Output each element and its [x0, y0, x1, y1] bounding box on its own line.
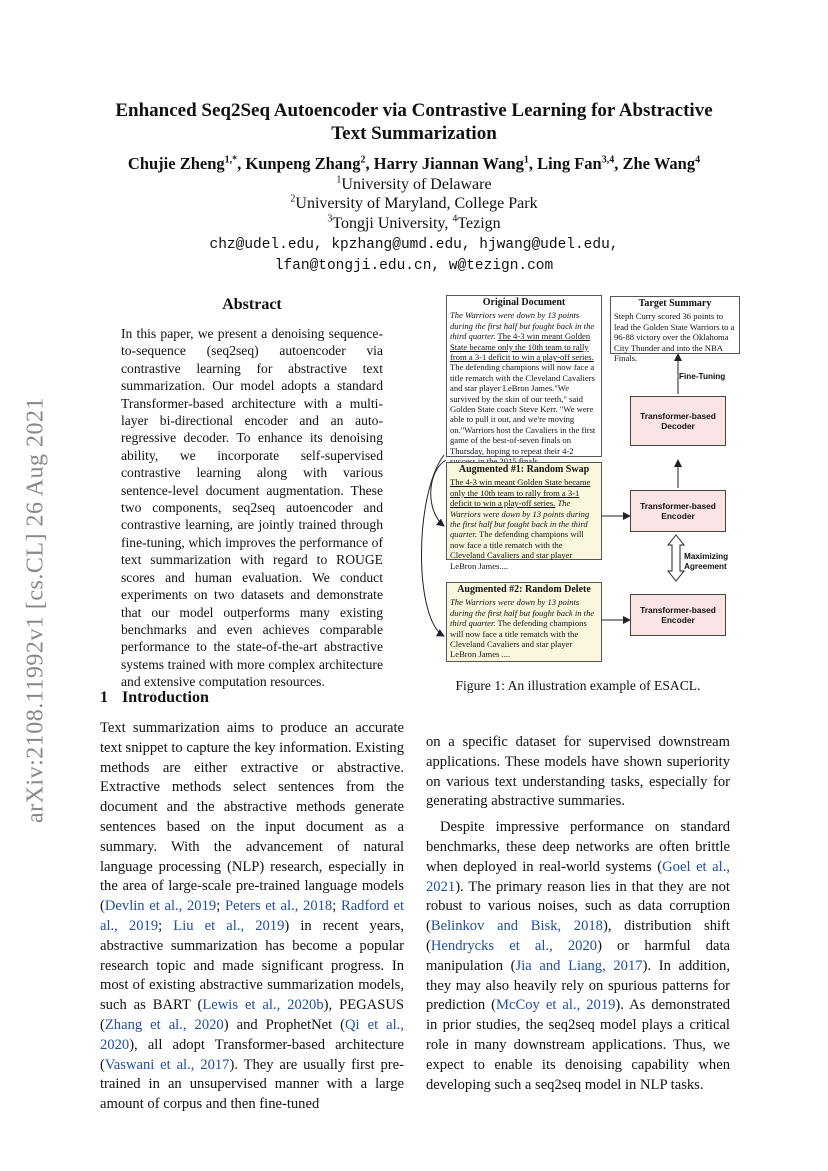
citation-link[interactable]: Lewis et al., 2020b: [202, 997, 324, 1014]
italic-text: The Warriors were down by 13 points during the first half but fought back in the third quarter.: [450, 310, 595, 342]
title-line-1: Enhanced Seq2Seq Autoencoder via Contrastive Learning for Abstractive: [115, 100, 713, 121]
author: Zhe Wang: [622, 154, 696, 173]
affil-text: Tezign: [457, 215, 501, 232]
box-heading: Augmented #1: Random Swap: [458, 464, 590, 475]
citation-link[interactable]: Goel et al., 2021: [426, 858, 730, 895]
citation-link[interactable]: Vaswani et al., 2017: [104, 1056, 230, 1073]
text-run: ). The primary reason lies in that they are not robust to various noises, such as data corruption (: [426, 878, 730, 935]
text-run: ). They are usually first pre-trained in an unsupervised manner with a large amount of corpus and then fine-tuned: [100, 1056, 404, 1113]
maximizing-double-arrow: [668, 535, 684, 581]
author-sup: 1,*: [224, 154, 238, 166]
text-run: ), PEGASUS (: [100, 997, 404, 1033]
box-text: [447, 597, 601, 659]
encoder-block-2: Transformer-based Encoder: [630, 594, 726, 636]
affil-sup: 3: [327, 213, 333, 225]
author: Ling Fan: [537, 154, 602, 173]
text-run: ). In addition, they may also heavily rely on spurious patterns for prediction (: [426, 957, 730, 1014]
arxiv-id: arXiv:2108.11992v1 [cs.CL] 26 Aug 2021: [22, 396, 49, 824]
underlined-text: The 4-3 win meant Golden State became only the 10th team to rally from a 3-1 deficit to win a play-off series.: [450, 331, 594, 363]
text-run: ), all adopt Transformer-based architecture (: [100, 1036, 404, 1073]
author-sup: 2: [360, 154, 366, 166]
email-line: lfan@tongji.edu.cn, w@tezign.com: [274, 258, 554, 274]
citation-link[interactable]: Belinkov and Bisk, 2018: [430, 918, 603, 935]
box-text: [447, 310, 601, 466]
original-document-box: [446, 295, 602, 457]
arrow-original-to-aug1: [431, 460, 446, 526]
citation-link[interactable]: Peters et al., 2018: [224, 898, 333, 915]
email-line: chz@udel.edu, kpzhang@umd.edu, hjwang@udel.edu,: [209, 237, 619, 253]
box-heading: Target Summary: [638, 298, 712, 309]
author: Chujie Zheng: [127, 154, 225, 173]
target-summary-box: [610, 296, 740, 364]
box-heading: Original Document: [482, 297, 566, 308]
text-run: ;: [216, 898, 225, 915]
abstract-heading: Abstract: [222, 296, 282, 313]
text-run: The defending champions will now face a title rematch with the Cleveland Cavaliers and star player LeBron James."We survived by the skin of our teeth," said Golden State coach Steve Kerr. "We were able to pull it out, and we're moving on."Warriors host the Cavaliers in the first game of the best-of-seven finals on Thursday, hoping to repeat their 4-2: [450, 362, 596, 456]
box-heading: Augmented #2: Random Delete: [457, 584, 591, 595]
section-number: 1: [100, 689, 108, 706]
citation-link[interactable]: Zhang et al., 2020: [104, 1016, 224, 1033]
affil-sup: 2: [290, 193, 296, 205]
text-run: ) or harmful data manipulation (: [426, 937, 730, 974]
abstract-text: In this paper, we present a denoising sequence-to-sequence (seq2seq) autoencoder via contrastive learning for abstractive text summarization. Our model adopts a standard Transformer-based architecture with a multi-layer bi-directional encoder and an auto-regressive decoder. To enhance its denoising ability, we incorporate self-supervised contrastive learning along with various sentence-level document augmentation. These two components, seq2seq autoencoder and contrastive learning, are jointly trained through fine-tuning, which improves the performance of text summarization with regard to ROUGE scores and human evaluation. We conduct experiments on two datasets and demonstrate that our model outperforms many existing benchmarks and even achieves comparable performance to the state-of-the-art abstractive systems trained with more complex architecture and extensive computation resources.: [121, 326, 383, 690]
augmented-2-box: [446, 582, 602, 662]
citation-link[interactable]: Qi et al., 2020: [100, 1016, 404, 1053]
affil-sup: 4: [452, 213, 458, 225]
author-sup: 1: [523, 154, 529, 166]
text-run: Text summarization aims to produce an accurate text snippet to capture the key information. Existing methods are either extractive or abstractive. Extractive methods select sentences from the document and the abstractive methods generate sentences based on the input document as a summary. With the advancement of natural language processing (NLP) research, especially in the area of large-scale pre-trained language models (: [100, 720, 404, 915]
author-sup: 4: [695, 154, 701, 166]
italic-text: The Warriors were down by 13 points during the first half but fought back in the third quarter.: [450, 498, 590, 540]
italic-text: The Warriors were down by 13 points during the first half but fought back in the third quarter.: [450, 597, 595, 629]
affiliation-3: [60, 214, 768, 234]
fine-tuning-label: Fine-Tuning: [679, 372, 726, 381]
augmented-1-box: [446, 462, 602, 571]
citation-link[interactable]: Radford et al., 2019: [100, 898, 405, 934]
figure-caption: Figure 1: An illustration example of ESACL.: [455, 678, 701, 693]
intro-left-column: [100, 719, 404, 1115]
paragraph: [426, 818, 730, 1095]
affil-text: Tongji University,: [332, 215, 453, 232]
paper-title: [60, 99, 768, 145]
text-run: The defending champions will now face a title rematch with the Cleveland Cavaliers and star player LeBron James ....: [450, 618, 587, 660]
text-run: ). As demonstrated in prior studies, the seq2seq model plays a critical role in many downstream applications. Thus, we expect to enable its denoising capability when developing such a seq2seq model in NLP tasks.: [426, 997, 730, 1093]
figure-1: [420, 290, 740, 670]
intro-right-column: [426, 733, 730, 1095]
author: Kunpeng Zhang: [245, 154, 361, 173]
paragraph: on a specific dataset for supervised downstream applications. These models have shown superiority on various text understanding tasks, especially for generating abstractive summaries.: [426, 734, 730, 810]
citation-link[interactable]: McCoy et al., 2019: [496, 997, 616, 1014]
decoder-block: Transformer-based Decoder: [630, 396, 726, 446]
author: Harry Jiannan Wang: [373, 154, 524, 173]
citation-link[interactable]: Hendrycks et al., 2020: [430, 937, 598, 954]
underlined-text: The 4-3 win meant Golden State became only the 10th team to rally from a 3-1 deficit to win a play-off series.: [450, 477, 591, 509]
arxiv-stamp: [4, 330, 68, 890]
affiliation-1: [60, 175, 768, 195]
text-run: ;: [158, 917, 174, 934]
section-title: Introduction: [122, 689, 209, 706]
citation-link[interactable]: Jia and Liang, 2017: [515, 957, 643, 974]
affil-text: University of Delaware: [341, 176, 492, 193]
citation-link[interactable]: Liu et al., 2019: [173, 917, 285, 934]
affil-text: University of Maryland, College Park: [295, 195, 538, 212]
text-run: The defending champions will now face a title rematch with the Cleveland Cavaliers and star player LeBron James....: [450, 529, 584, 571]
title-line-2: Text Summarization: [331, 123, 497, 144]
text-run: ) in recent years, abstractive summarization has become a popular research topic and made significant progress. In most of existing abstractive summarization models, such as BART (: [100, 917, 404, 1014]
author-sup: 3,4: [601, 154, 615, 166]
text-run: ;: [332, 898, 341, 915]
encoder-block-1: Transformer-based Encoder: [630, 490, 726, 532]
box-text: [447, 477, 601, 571]
text-run: ) and ProphetNet (: [223, 1016, 346, 1033]
box-text: Steph Curry scored 36 points to lead the Golden State Warriors to a 96-88 victory over the Oklahoma City Thunder and into the NBA Finals.: [614, 311, 735, 364]
text-run: Despite impressive performance on standard benchmarks, these deep networks are often brittle when deployed in real-world systems (: [426, 819, 730, 875]
section-heading: [100, 689, 209, 707]
citation-link[interactable]: Devlin et al., 2019: [104, 898, 217, 915]
text-run: ), distribution shift (: [426, 918, 730, 954]
affiliation-2: [60, 194, 768, 214]
arrow-original-to-aug2: [422, 455, 445, 636]
affil-sup: 1: [336, 174, 342, 186]
maximizing-agreement-label: Maximizing Agreement: [684, 552, 729, 571]
email-list: [60, 235, 768, 277]
author-list: Chujie Zheng$^{1,*}$, Kunpeng Zhang$^2$, Harry Jiannan Wang$^1$, Ling Fan$^{3,4}$, Zhe Wang$^4$: [127, 154, 701, 173]
